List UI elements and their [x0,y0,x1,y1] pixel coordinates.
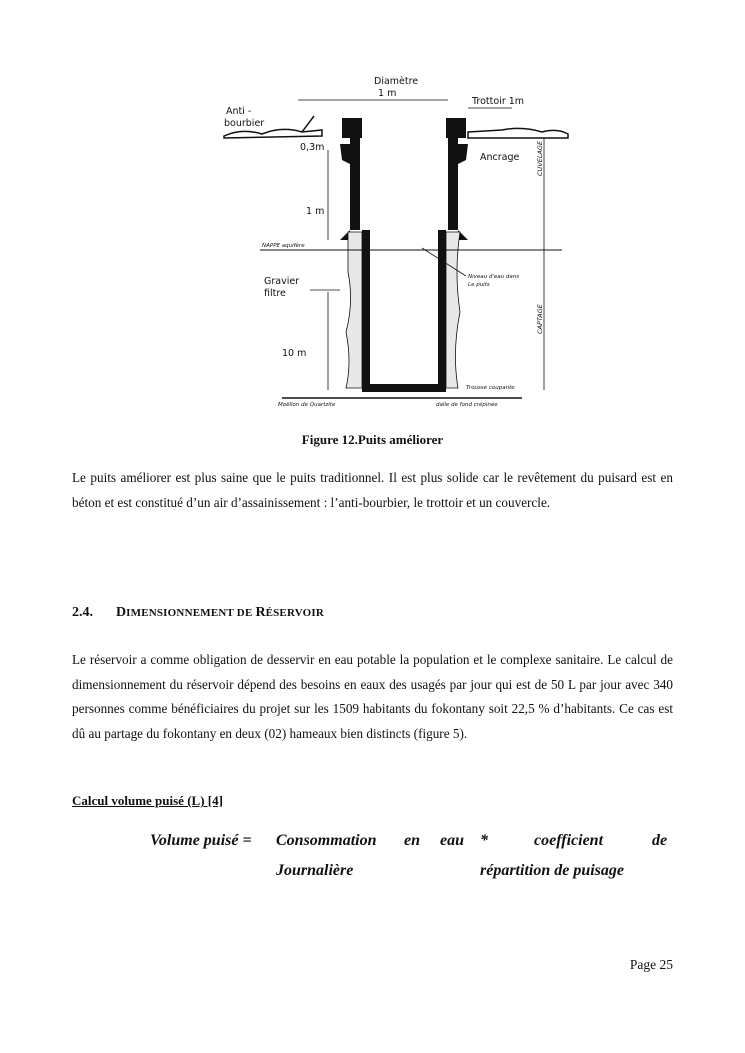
section-title-initial-1: D [116,605,127,620]
label-trousse: Trousse coupante [466,385,515,391]
formula-lhs: Volume puisé = [150,832,252,849]
label-diametre-value: 1 m [378,88,397,99]
formula-word-repartition: répartition de puisage [480,862,625,879]
formula-word-eau: eau [440,832,464,849]
wall-lower-right [438,230,446,388]
label-diametre: Diamètre [374,76,419,87]
gravel-right [446,232,460,388]
section-heading [72,605,324,621]
label-nappe: NAPPE aquifère [262,243,305,249]
label-niveau-1: Niveau d'eau dans [468,274,520,280]
label-ancrage: Ancrage [480,152,520,163]
ground-left [224,129,322,138]
label-cuvelage: CUVELAGE [536,140,544,176]
section-title-rest-2: ÉSERVOIR [265,607,325,619]
label-gravier-1: Gravier [264,276,300,287]
label-moellon: Moëllon de Quartzite [278,402,336,408]
page-number: Page 25 [629,957,673,972]
formula-operator: * [480,832,488,849]
formula-word-journaliere: Journalière [276,862,354,879]
label-height-0-3m: 0,3m [300,142,325,153]
formula-word-coefficient: coefficient [534,832,604,849]
subheading-calcul-volume: Calcul volume puisé (L) [4] [72,793,223,808]
intro-paragraph: Le puits améliorer est plus saine que le puits traditionnel. Il est plus solide car le revêtement du puisard est en béton et est constitué d’un air d’assainissement : l’anti-bourbier, le trottoir et un couvercle. [72,470,673,510]
section-title-initial-2: R [255,605,266,620]
section-title-rest-1: IMENSIONNEMENT DE [126,607,256,619]
figure-caption-title: Puits améliorer [357,432,444,447]
anchor-top-right [458,144,468,164]
reservoir-paragraph: Le réservoir a comme obligation de desservir en eau potable la population et le complexe sanitaire. Le calcul de dimensionnement du réservoir dépend des besoins en eaux des usagés par jour qui est de 50 L par jour avec 340 personnes comme bénéficiaires du projet sur les 1509 habitants du fokontany soit 22,5 % d’habitants. Ce cas est dû au partage du fokontany en deux (02) hameaux bien distincts (figure 5). [72,652,673,741]
bottom-slab [362,384,446,392]
wall-lower-left [362,230,370,388]
label-captage: CAPTAGE [536,304,544,334]
ground-right [468,128,568,138]
anti-bourbier-pointer [302,116,314,132]
section-number: 2.4. [72,605,93,620]
formula-word-en: en [404,832,420,849]
coping-right [446,118,466,138]
label-height-10m: 10 m [282,348,307,359]
wall-upper-left [350,138,360,230]
anchor-top-left [340,144,350,164]
label-height-1m: 1 m [306,206,325,217]
label-niveau-2: Le puits [468,282,490,288]
coping-left [342,118,362,138]
label-anti-bourbier-1: Anti - [226,106,252,117]
wall-upper-right [448,138,458,230]
label-trottoir: Trottoir 1m [472,96,525,107]
figure-caption-number: Figure 12. [301,432,358,447]
label-dalle: dalle de fond crépinée [436,402,498,408]
formula-word-de: de [652,832,668,849]
improved-well-diagram [222,72,572,412]
gravel-left [346,232,362,388]
formula-word-consommation: Consommation [276,832,377,849]
label-gravier-2: filtre [264,288,286,299]
label-anti-bourbier-2: bourbier [224,118,265,129]
figure-caption [0,432,745,448]
